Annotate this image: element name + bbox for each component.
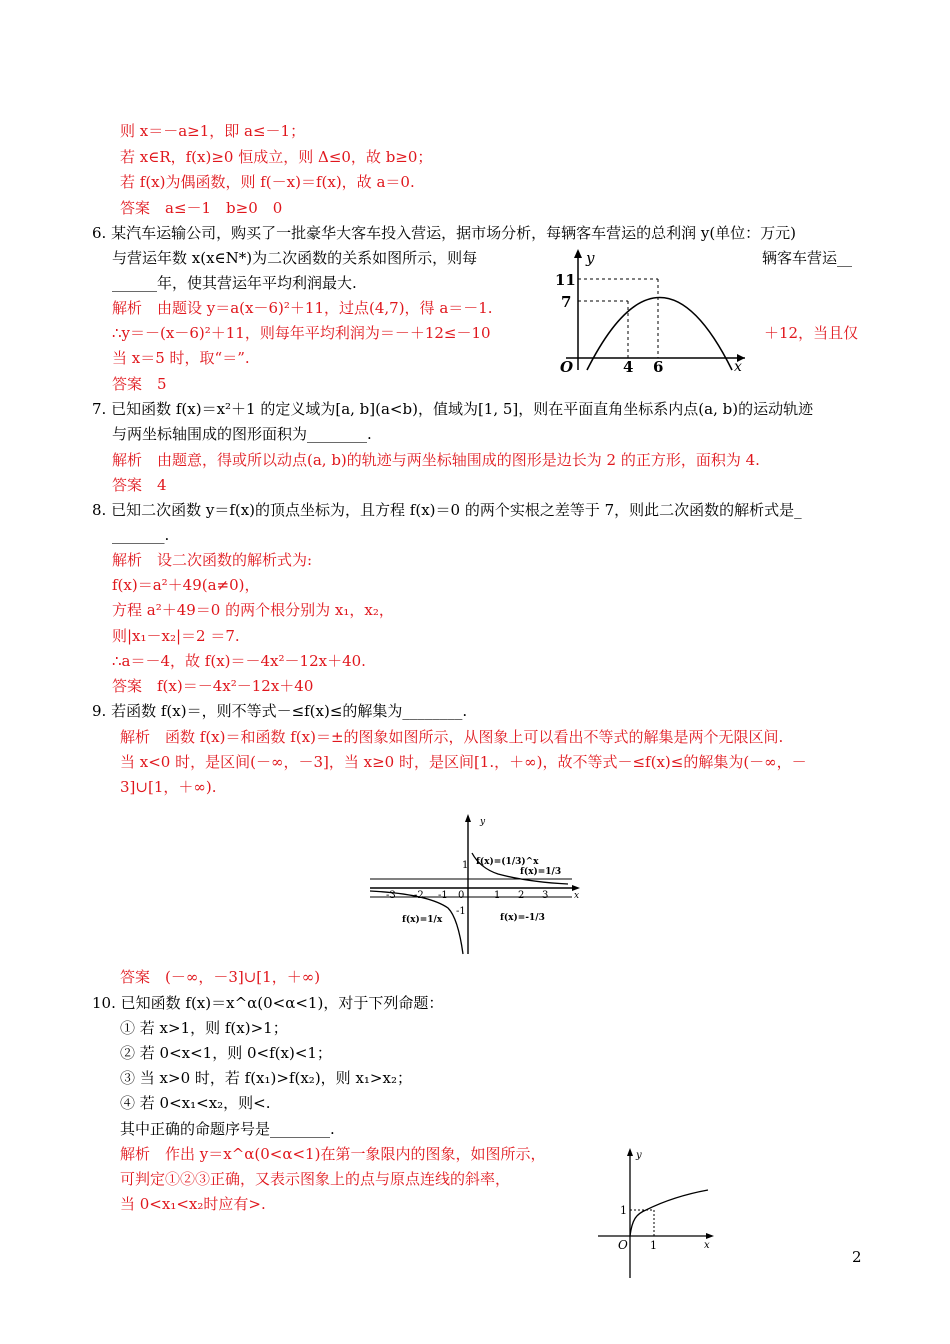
text-line: 当 x<0 时，是区间(－∞，－3]，当 x≥0 时，是区间[1.，＋∞)，故不等式－≤f(x)≤的解集为(－∞，－ [120,753,807,771]
text-line: ______年，使其营运年平均利润最大. [112,274,357,292]
text-line: 10. 已知函数 f(x)＝x^α(0<α<1)，对于下列命题： [92,994,444,1012]
text-line: ∴y＝－(x－6)²＋11，则每年平均利润为＝－＋12≤－10 [112,324,491,342]
x-tick-label: -2 [414,890,424,901]
text-line: 与两坐标轴围成的图形面积为________. [112,425,372,443]
x-axis-label: x [574,891,580,901]
y-axis-label: y [636,1150,642,1161]
function-label: f(x)=-1/3 [500,913,545,923]
text-line: 解析 由题设 y＝a(x－6)²＋11，过点(4,7)，得 a＝－1. [112,299,493,317]
text-line: 答案 5 [112,375,167,393]
text-line: 解析 由题意，得或所以动点(a, b)的轨迹与两坐标轴围成的图形是边长为 2 的正方形，面积为 4. [112,451,760,469]
parabola-figure [550,245,750,375]
y-tick-label: 7 [561,293,572,311]
y-tick-label: -1 [456,906,466,917]
text-line: ＋12，当且仅 [764,324,859,342]
y-tick-label: 11 [555,271,576,289]
text-line: 答案 4 [112,476,167,494]
text-line: ③ 当 x>0 时，若 f(x₁)>f(x₂)，则 x₁>x₂； [120,1069,412,1087]
y-axis-arrow [465,814,471,822]
function-label: f(x)=(1/3)^x [476,857,539,867]
y-tick-label: 1 [462,860,469,871]
text-line: 方程 a²＋49＝0 的两个根分别为 x₁，x₂， [112,601,394,619]
text-line: 当 x＝5 时，取“＝”. [112,349,250,367]
power-function-figure [596,1142,720,1280]
text-line: 解析 作出 y＝x^α(0<α<1)在第一象限内的图象，如图所示， [120,1145,546,1163]
text-line: 辆客车营运__ [762,249,853,267]
x-tick-label: -1 [438,890,448,901]
text-line: _______. [112,526,170,544]
text-line: 解析 函数 f(x)＝和函数 f(x)＝±的图象如图所示，从图象上可以看出不等式的解集是两个无限区间. [120,728,784,746]
x-tick-label: 6 [653,358,664,375]
function-label: f(x)=1/x [402,915,443,925]
x-tick-label: 2 [518,890,525,901]
text-line: 7. 已知函数 f(x)＝x²＋1 的定义域为[a, b](a<b)，值域为[1, 5]，则在平面直角坐标系内点(a, b)的运动轨迹 [92,400,814,418]
y-tick-label: 1 [620,1204,627,1217]
text-line: 解析 设二次函数的解析式为: [112,551,313,569]
y-axis-arrow [627,1148,633,1156]
inequality-figure [368,808,584,958]
text-line: ∴a＝－4，故 f(x)＝－4x²－12x＋40. [112,652,366,670]
x-tick-label: 1 [650,1239,657,1252]
text-line: 3]∪[1，＋∞). [120,778,217,796]
curve-power [630,1190,708,1236]
x-axis-label: x [734,359,742,375]
text-line: 其中正确的命题序号是________. [120,1120,335,1138]
origin-label: O [560,358,574,375]
x-axis-label: x [704,1240,710,1251]
page-number: 2 [852,1248,862,1266]
x-tick-label: 4 [623,358,634,375]
text-line: 8. 已知二次函数 y＝f(x)的顶点坐标为，且方程 f(x)＝0 的两个实根之差等于 7，则此二次函数的解析式是_ [92,501,802,519]
y-axis-arrow [574,249,582,258]
x-tick-label: -3 [386,890,396,901]
text-line: 与营运年数 x(x∈N*)为二次函数的关系如图所示，则每 [112,249,478,267]
text-line: 答案 (－∞，－3]∪[1，＋∞) [120,968,321,986]
text-line: 当 0<x₁<x₂时应有>. [120,1195,266,1213]
x-axis-arrow [706,1233,714,1239]
text-line: 可判定①②③正确，又表示图象上的点与原点连线的斜率， [120,1170,511,1188]
x-tick-label: 3 [542,890,549,901]
origin-label: O [618,1238,628,1252]
text-line: 9. 若函数 f(x)＝，则不等式－≤f(x)≤的解集为________. [92,702,468,720]
text-line: ④ 若 0<x₁<x₂，则<. [120,1094,271,1112]
text-line: 则|x₁－x₂|＝2 ＝7. [112,627,240,645]
text-line: 若 f(x)为偶函数，则 f(－x)＝f(x)，故 a＝0. [120,173,415,191]
text-line: f(x)＝a²＋49(a≠0)， [112,576,260,594]
x-tick-label: 1 [494,890,501,901]
text-line: 答案 f(x)＝－4x²－12x＋40 [112,677,314,695]
y-axis-label: y [480,817,486,827]
y-axis-label: y [586,249,595,267]
text-line: 则 x＝－a≥1，即 a≤－1； [120,122,306,140]
text-line: 6. 某汽车运输公司，购买了一批豪华大客车投入营运，据市场分析，每辆客车营运的总利润 y(单位：万元) [92,224,797,242]
text-line: ① 若 x>1，则 f(x)>1； [120,1019,288,1037]
text-line: 答案 a≤－1 b≥0 0 [120,199,283,217]
x-tick-label: 0 [458,890,465,901]
text-line: ② 若 0<x<1，则 0<f(x)<1； [120,1044,332,1062]
function-label: f(x)=1/3 [520,867,562,877]
text-line: 若 x∈R，f(x)≥0 恒成立，则 Δ≤0，故 b≥0； [120,148,433,166]
